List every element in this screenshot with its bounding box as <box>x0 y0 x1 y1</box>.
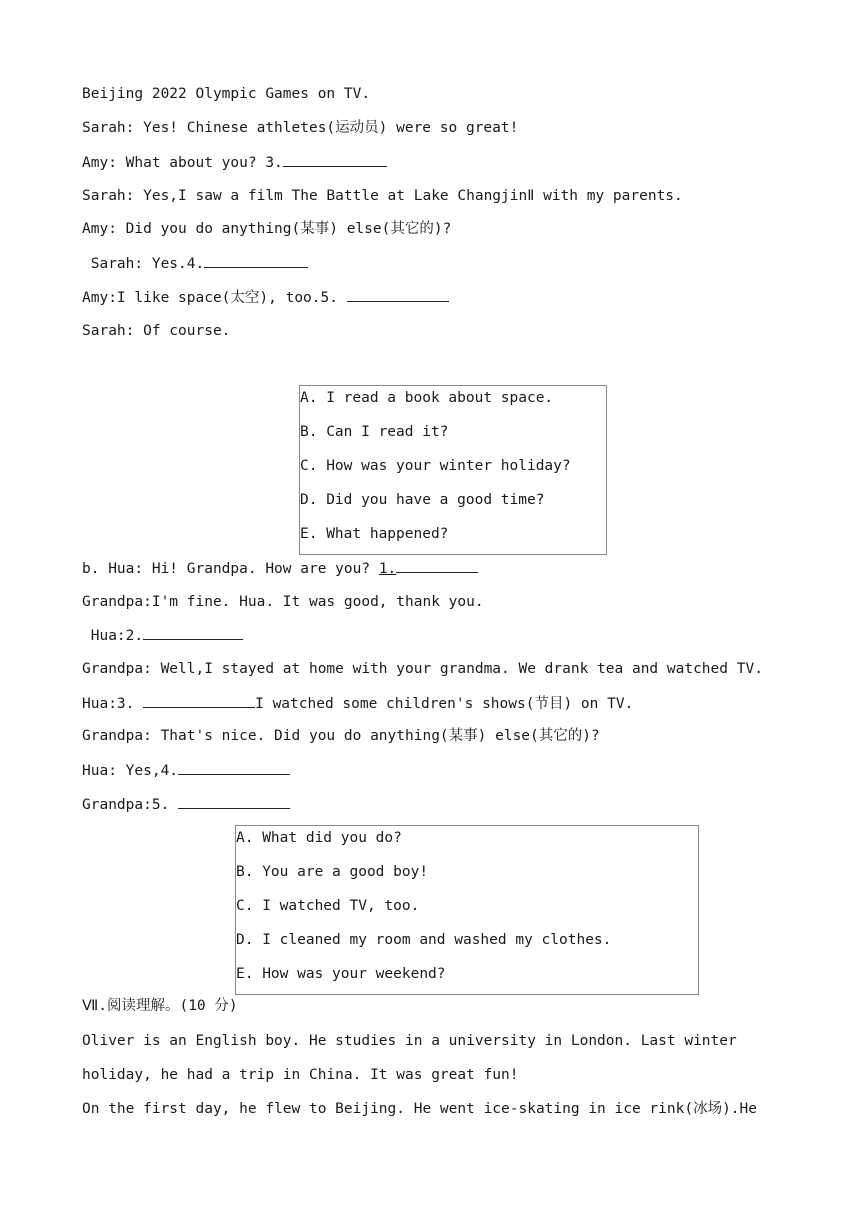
option-item: E. What happened? <box>300 526 449 542</box>
option-item: A. I read a book about space. <box>300 390 554 406</box>
line-text: I watched some children's shows(节目) on TV. <box>255 696 634 712</box>
line-text: Grandpa:5. <box>82 797 179 813</box>
answer-blank[interactable] <box>178 794 290 809</box>
dialogue-line: Beijing 2022 Olympic Games on TV. <box>82 86 371 102</box>
option-item: E. How was your weekend? <box>236 966 446 982</box>
dialogue-line <box>82 693 633 714</box>
option-item: D. I cleaned my room and washed my clothes. <box>236 932 612 948</box>
dialogue-line: Grandpa: That's nice. Did you do anything(某事) else(其它的)? <box>82 728 600 744</box>
dialogue-line <box>82 558 478 579</box>
paragraph-line: holiday, he had a trip in China. It was great fun! <box>82 1067 519 1083</box>
line-text: Hua:2. <box>82 628 144 644</box>
answer-blank[interactable] <box>283 152 387 167</box>
dialogue-line <box>82 253 308 274</box>
line-text: Hua:3. <box>82 696 144 712</box>
answer-blank[interactable] <box>143 693 255 708</box>
dialogue-line <box>82 287 449 308</box>
question-number: 1. <box>378 561 397 577</box>
paragraph-line: On the first day, he flew to Beijing. He went ice-skating in ice rink(冰场).He <box>82 1101 758 1117</box>
line-text: Amy: What about you? 3. <box>82 155 283 171</box>
section-heading: Ⅶ.阅读理解。(10 分) <box>82 998 238 1014</box>
dialogue-line <box>82 794 290 815</box>
line-text: Hua: Yes,4. <box>82 763 179 779</box>
answer-blank[interactable] <box>204 253 308 268</box>
dialogue-line: Sarah: Yes,I saw a film The Battle at Lake ChangjinⅡ with my parents. <box>82 188 683 204</box>
option-item: C. How was your winter holiday? <box>300 458 571 474</box>
answer-blank[interactable] <box>396 558 478 573</box>
answer-blank[interactable] <box>143 625 243 640</box>
line-text: Amy:I like space(太空), too.5. <box>82 290 347 306</box>
dialogue-line: Sarah: Yes! Chinese athletes(运动员) were so great! <box>82 120 519 136</box>
option-item: B. Can I read it? <box>300 424 449 440</box>
dialogue-line: Grandpa: Well,I stayed at home with your grandma. We drank tea and watched TV. <box>82 661 763 677</box>
line-text: Sarah: Yes.4. <box>82 256 205 272</box>
line-text: b. Hua: Hi! Grandpa. How are you? <box>82 561 379 577</box>
options-box <box>299 385 607 555</box>
option-item: A. What did you do? <box>236 830 402 846</box>
dialogue-line: Amy: Did you do anything(某事) else(其它的)? <box>82 221 452 237</box>
dialogue-line <box>82 152 387 173</box>
option-item: D. Did you have a good time? <box>300 492 545 508</box>
answer-blank[interactable] <box>178 760 290 775</box>
dialogue-line <box>82 760 290 781</box>
dialogue-line <box>82 625 243 646</box>
dialogue-line: Grandpa:I'm fine. Hua. It was good, thank you. <box>82 594 484 610</box>
option-item: C. I watched TV, too. <box>236 898 420 914</box>
option-item: B. You are a good boy! <box>236 864 429 880</box>
options-box <box>235 825 699 995</box>
paragraph-line: Oliver is an English boy. He studies in a university in London. Last winter <box>82 1033 737 1049</box>
dialogue-line: Sarah: Of course. <box>82 323 231 339</box>
answer-blank[interactable] <box>347 287 449 302</box>
